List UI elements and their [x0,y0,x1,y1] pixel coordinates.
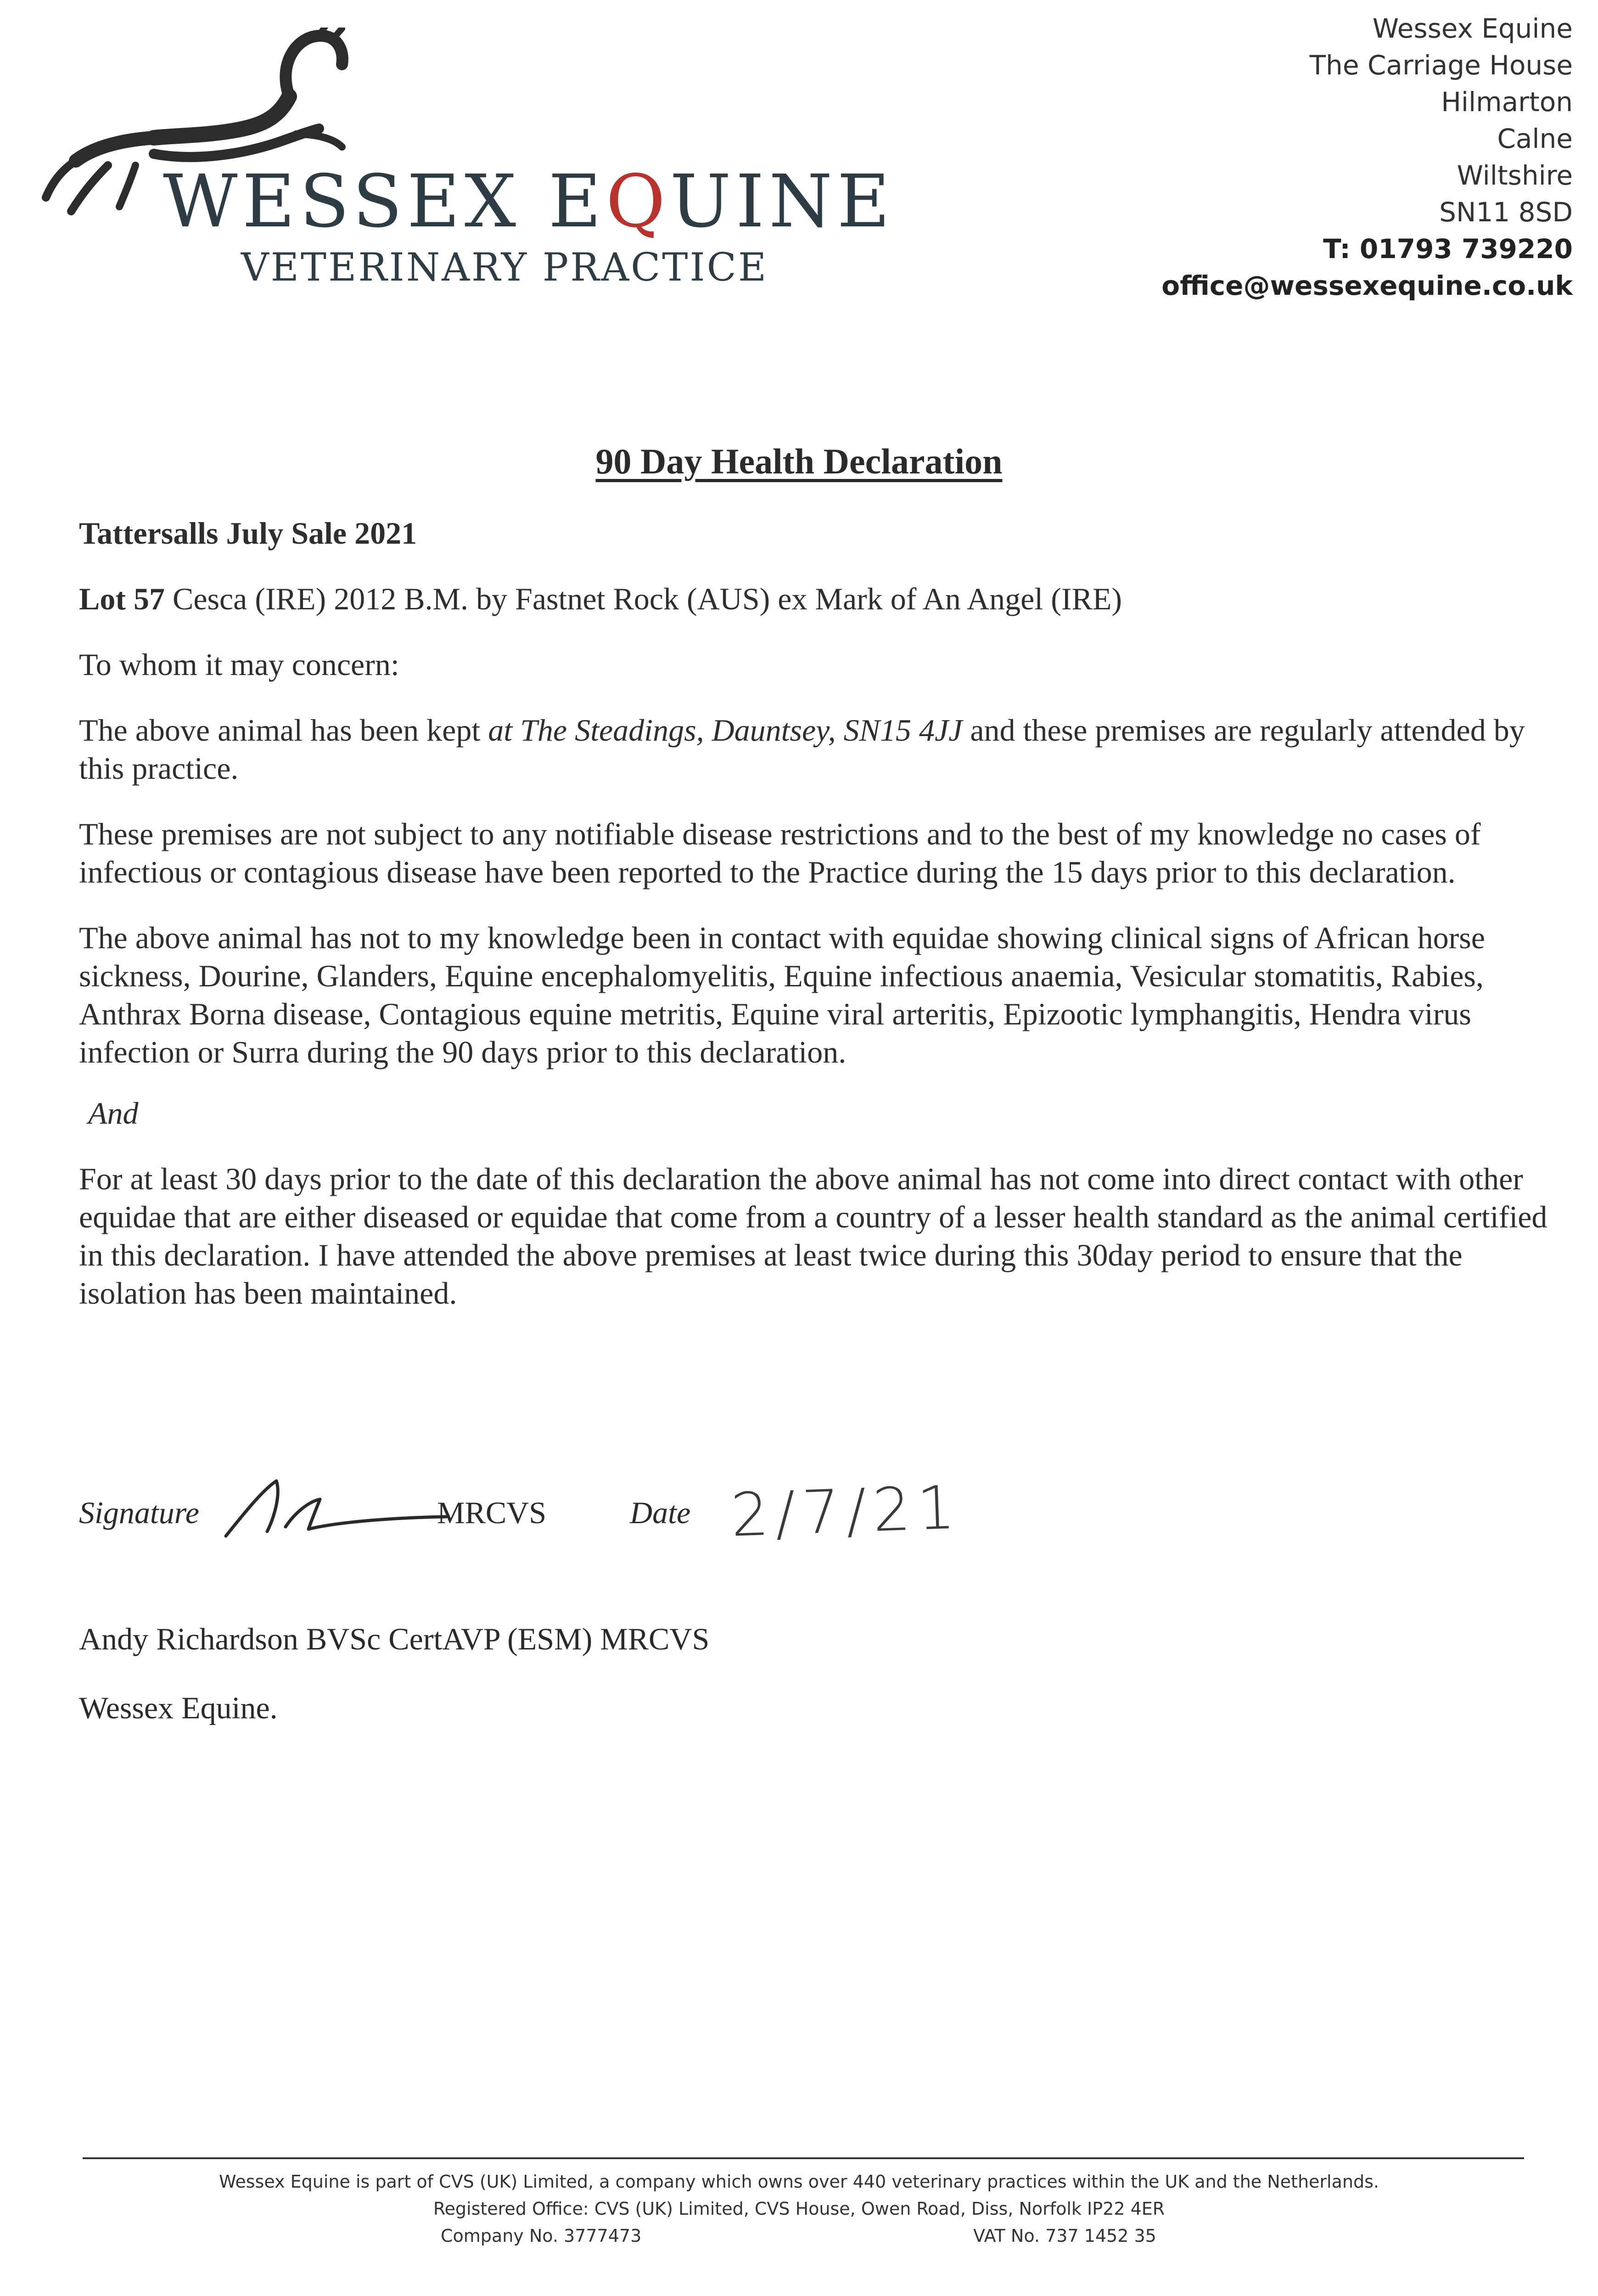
logo-wordmark-part: WESSEX E [163,159,606,244]
company-number: Company No. 3777473 [441,2226,642,2246]
logo-wordmark-q: Q [606,159,670,244]
premises-location: at The Steadings, Dauntsey, SN15 4JJ [488,713,963,748]
document-title: 90 Day Health Declaration [595,441,1003,481]
salutation: To whom it may concern: [79,647,399,682]
address-line: Wessex Equine [1372,13,1573,44]
and-connector: And [88,1096,139,1131]
footer-line: Wessex Equine is part of CVS (UK) Limited, a company which owns over 440 veterinary practices within the UK and the Netherlands. [219,2172,1379,2192]
address-line: The Carriage House [1309,50,1573,81]
logo-wordmark [163,159,895,244]
signatory-name: Andy Richardson BVSc CertAVP (ESM) MRCVS [79,1621,710,1656]
footer-divider [83,2157,1524,2159]
address-line: Calne [1497,123,1573,154]
logo-subtitle: VETERINARY PRACTICE [241,245,768,290]
paragraph-isolation: For at least 30 days prior to the date of this declaration the above animal has not come into direct contact with other equidae that are either diseased or equidae that come from a country of a lesser health standard as the animal certified in this declaration. I have attended the above premises at least twice during this 30day period to ensure that the isolation has been maintained. [79,1161,1548,1311]
lot-description: Cesca (IRE) 2012 B.M. by Fastnet Rock (AUS) ex Mark of An Angel (IRE) [165,581,1122,616]
vat-number: VAT No. 737 1452 35 [973,2226,1156,2246]
page-footer [0,2168,1598,2250]
signatory-practice: Wessex Equine. [79,1690,278,1725]
practice-address [1161,10,1573,304]
date-label: Date [630,1495,691,1530]
handwritten-date: 2/7/21 [729,1472,963,1550]
address-line: SN11 8SD [1439,197,1573,228]
handwritten-signature [217,1467,455,1541]
signature-suffix: MRCVS [437,1495,547,1530]
paragraph-text: The above animal has been kept [79,713,488,748]
paragraph-premises-status: These premises are not subject to any notifiable disease restrictions and to the best of my knowledge no cases of infectious or contagious disease have been reported to the Practice during the 15 days prior to this declaration. [79,816,1481,889]
lot-details [79,580,1548,618]
paragraph-disease-contact: The above animal has not to my knowledge been in contact with equidae showing clinical signs of African horse sickness, Dourine, Glanders, Equine encephalomyelitis, Equine infectious anaemia, Vesicular stomatitis, Rabies, Anthrax Borna disease, Contagious equine metritis, Equine viral arteritis, Epizootic lymphangitis, Hendra virus infection or Surra during the 90 days prior to this declaration. [79,920,1485,1069]
paragraph-premises-kept [79,711,1548,788]
signature-line [79,1472,997,1577]
lot-number: Lot 57 [79,581,165,616]
signature-label: Signature [79,1495,199,1530]
footer-line: Registered Office: CVS (UK) Limited, CVS House, Owen Road, Diss, Norfolk IP22 4ER [433,2199,1165,2219]
practice-logo [39,28,895,290]
logo-wordmark-part: UINE [670,159,895,244]
footer-registration-row [0,2223,1598,2250]
address-line: Wiltshire [1457,160,1573,191]
email-address: office@wessexequine.co.uk [1161,270,1573,301]
declaration-body [79,514,1548,1340]
phone-number: T: 01793 739220 [1323,233,1573,264]
address-line: Hilmarton [1441,86,1573,118]
paragraph-text: and these premises are regularly attended by this practice. [79,713,1525,786]
sale-name: Tattersalls July Sale 2021 [79,516,417,551]
